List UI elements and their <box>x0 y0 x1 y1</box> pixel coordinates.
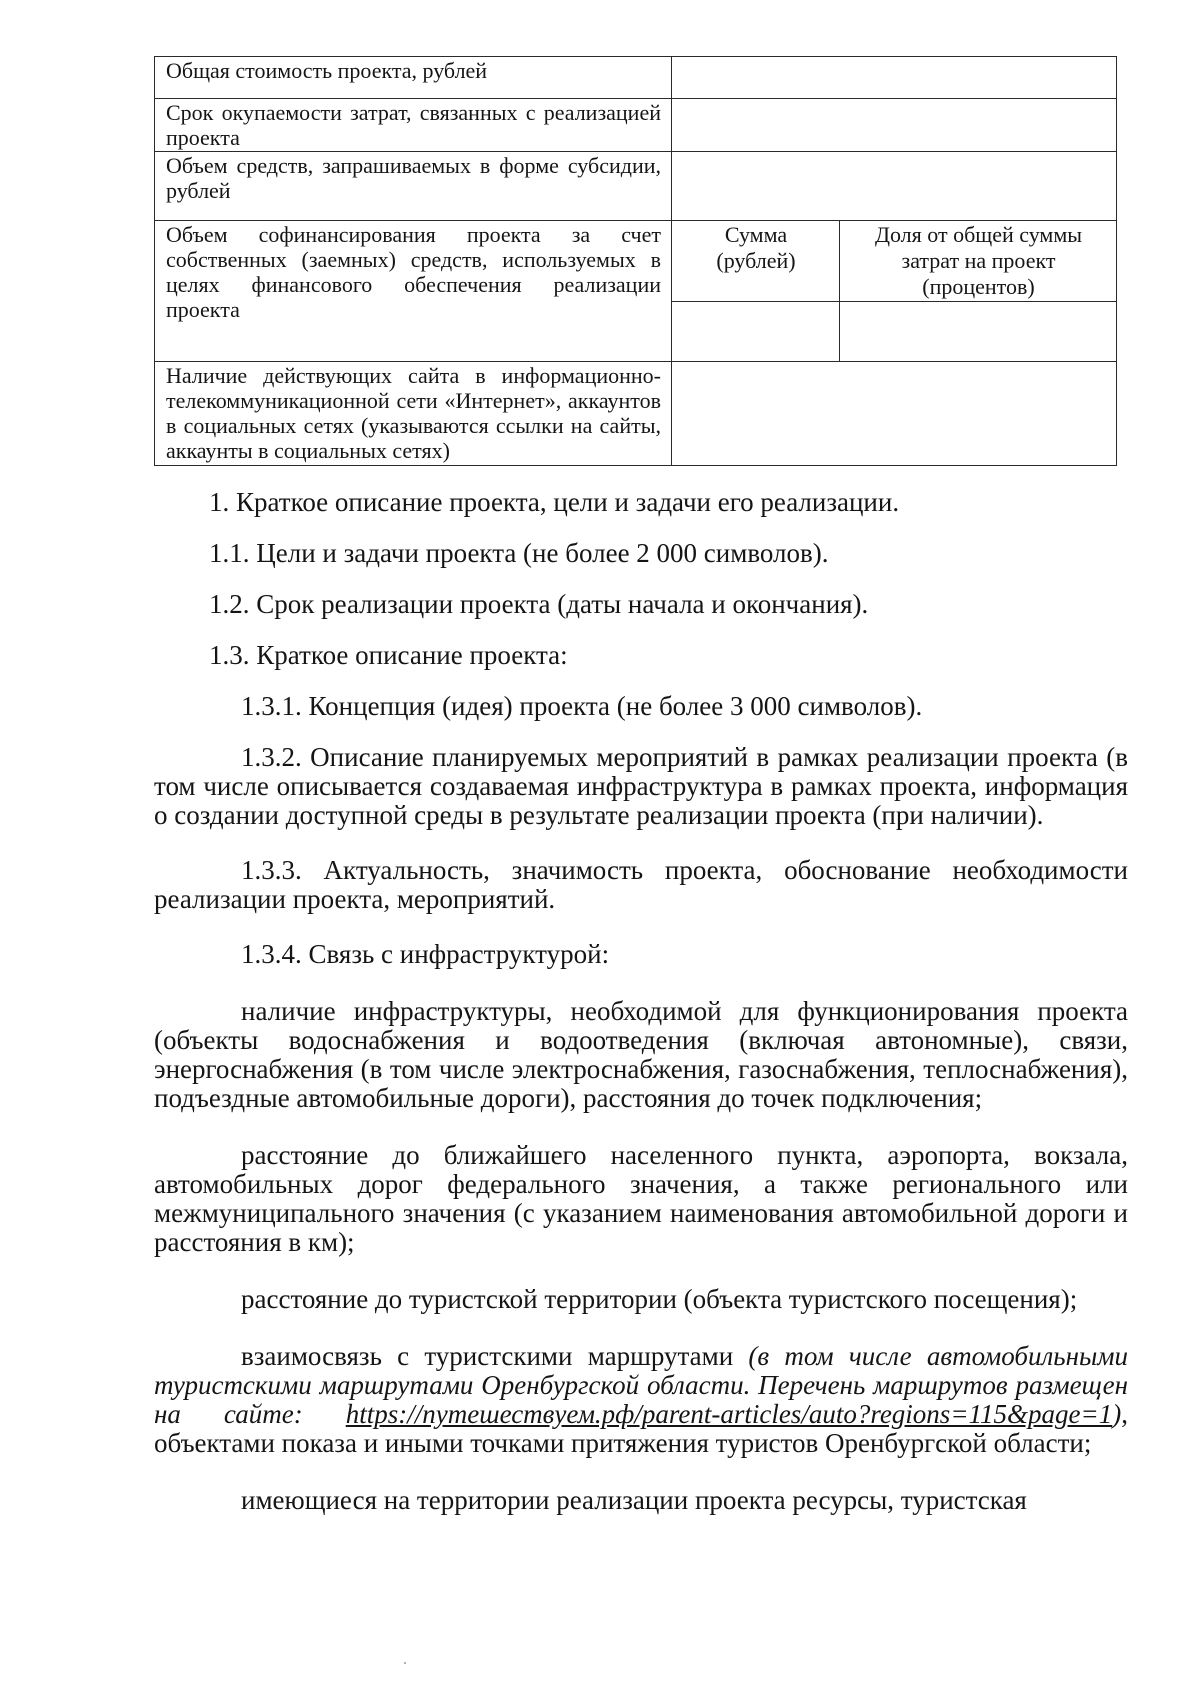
routes-text-start: взаимосвязь с туристскими маршрутами <box>241 1341 749 1371</box>
subsidy-value-cell <box>672 152 1117 221</box>
table-row <box>155 152 1117 221</box>
section-1-2: 1.2. Срок реализации проекта (даты начала и окончания). <box>209 589 869 619</box>
section-1-heading: 1. Краткое описание проекта, цели и задачи его реализации. <box>209 487 900 517</box>
tourist-territory-paragraph: расстояние до туристской территории (объекта туристского посещения); <box>241 1284 1078 1314</box>
cofinancing-sum-cell <box>672 302 840 362</box>
infrastructure-paragraph: наличие инфраструктуры, необходимой для функционирования проекта (объекты водоснабжения и водоотведения (включая автономные), связи, энергоснабжения (в том числе электроснабжения, газоснабжения, теплоснабжения), подъездные автомобильные дороги), расстояния до точек подключения; <box>154 996 1128 1113</box>
section-1-3-2: 1.3.2. Описание планируемых мероприятий в рамках реализации проекта (в том числе описывается создаваемая инфраструктура в рамках проекта, информация о создании доступной среды в результате реализации проекта (при наличии). <box>154 742 1128 830</box>
resources-paragraph: имеющиеся на территории реализации проекта ресурсы, туристская <box>241 1485 1027 1515</box>
section-1-1: 1.1. Цели и задачи проекта (не более 2 000 символов). <box>209 538 829 568</box>
payback-label: Срок окупаемости затрат, связанных с реализацией проекта <box>155 99 672 152</box>
total-cost-value-cell <box>672 57 1117 99</box>
websites-label: Наличие действующих сайта в информационно-телекоммуникационной сети «Интернет», аккаунтов в социальных сетях (указываются ссылки на сайты, аккаунты в социальных сетях) <box>155 362 672 466</box>
project-info-table <box>154 56 1117 466</box>
table-row <box>155 99 1117 152</box>
scan-speck <box>404 1662 406 1664</box>
document-body <box>154 488 1128 1515</box>
routes-text-end: , объектами показа и иными точками притяжения туристов Оренбургской области; <box>154 1399 1128 1458</box>
sum-column-header: Сумма (рублей) <box>672 221 840 302</box>
websites-value-cell <box>672 362 1117 466</box>
table-row <box>155 362 1117 466</box>
payback-value-cell <box>672 99 1117 152</box>
distance-paragraph: расстояние до ближайшего населенного пункта, аэропорта, вокзала, автомобильных дорог федерального значения, а также регионального или межмуниципального значения (с указанием наименования автомобильной дороги и расстояния в км); <box>154 1140 1128 1257</box>
routes-italic-note: (в том числе автомобильными туристскими маршрутами Оренбургской области. Перечень маршрутов размещен на сайте: <box>154 1341 1128 1429</box>
section-1-3: 1.3. Краткое описание проекта: <box>209 640 568 670</box>
section-1-3-4: 1.3.4. Связь с инфраструктурой: <box>241 939 610 969</box>
routes-link[interactable]: https://путешествуем.рф/parent-articles/auto?regions=115&page=1 <box>345 1399 1113 1429</box>
total-cost-label: Общая стоимость проекта, рублей <box>155 57 672 99</box>
cofinancing-label: Объем софинансирования проекта за счет собственных (заемных) средств, используемых в целях финансового обеспечения реализации проекта <box>155 221 672 362</box>
cofinancing-share-cell <box>840 302 1117 362</box>
section-1-3-1: 1.3.1. Концепция (идея) проекта (не более 3 000 символов). <box>241 691 923 721</box>
table-row <box>155 57 1117 99</box>
table-row <box>155 221 1117 302</box>
routes-italic-close: ) <box>1112 1399 1122 1429</box>
subsidy-label: Объем средств, запрашиваемых в форме субсидии, рублей <box>155 152 672 221</box>
section-1-3-3: 1.3.3. Актуальность, значимость проекта, обоснование необходимости реализации проекта, мероприятий. <box>154 855 1128 914</box>
share-column-header: Доля от общей суммы затрат на проект (процентов) <box>840 221 1117 302</box>
tourist-routes-paragraph <box>154 1342 1128 1458</box>
